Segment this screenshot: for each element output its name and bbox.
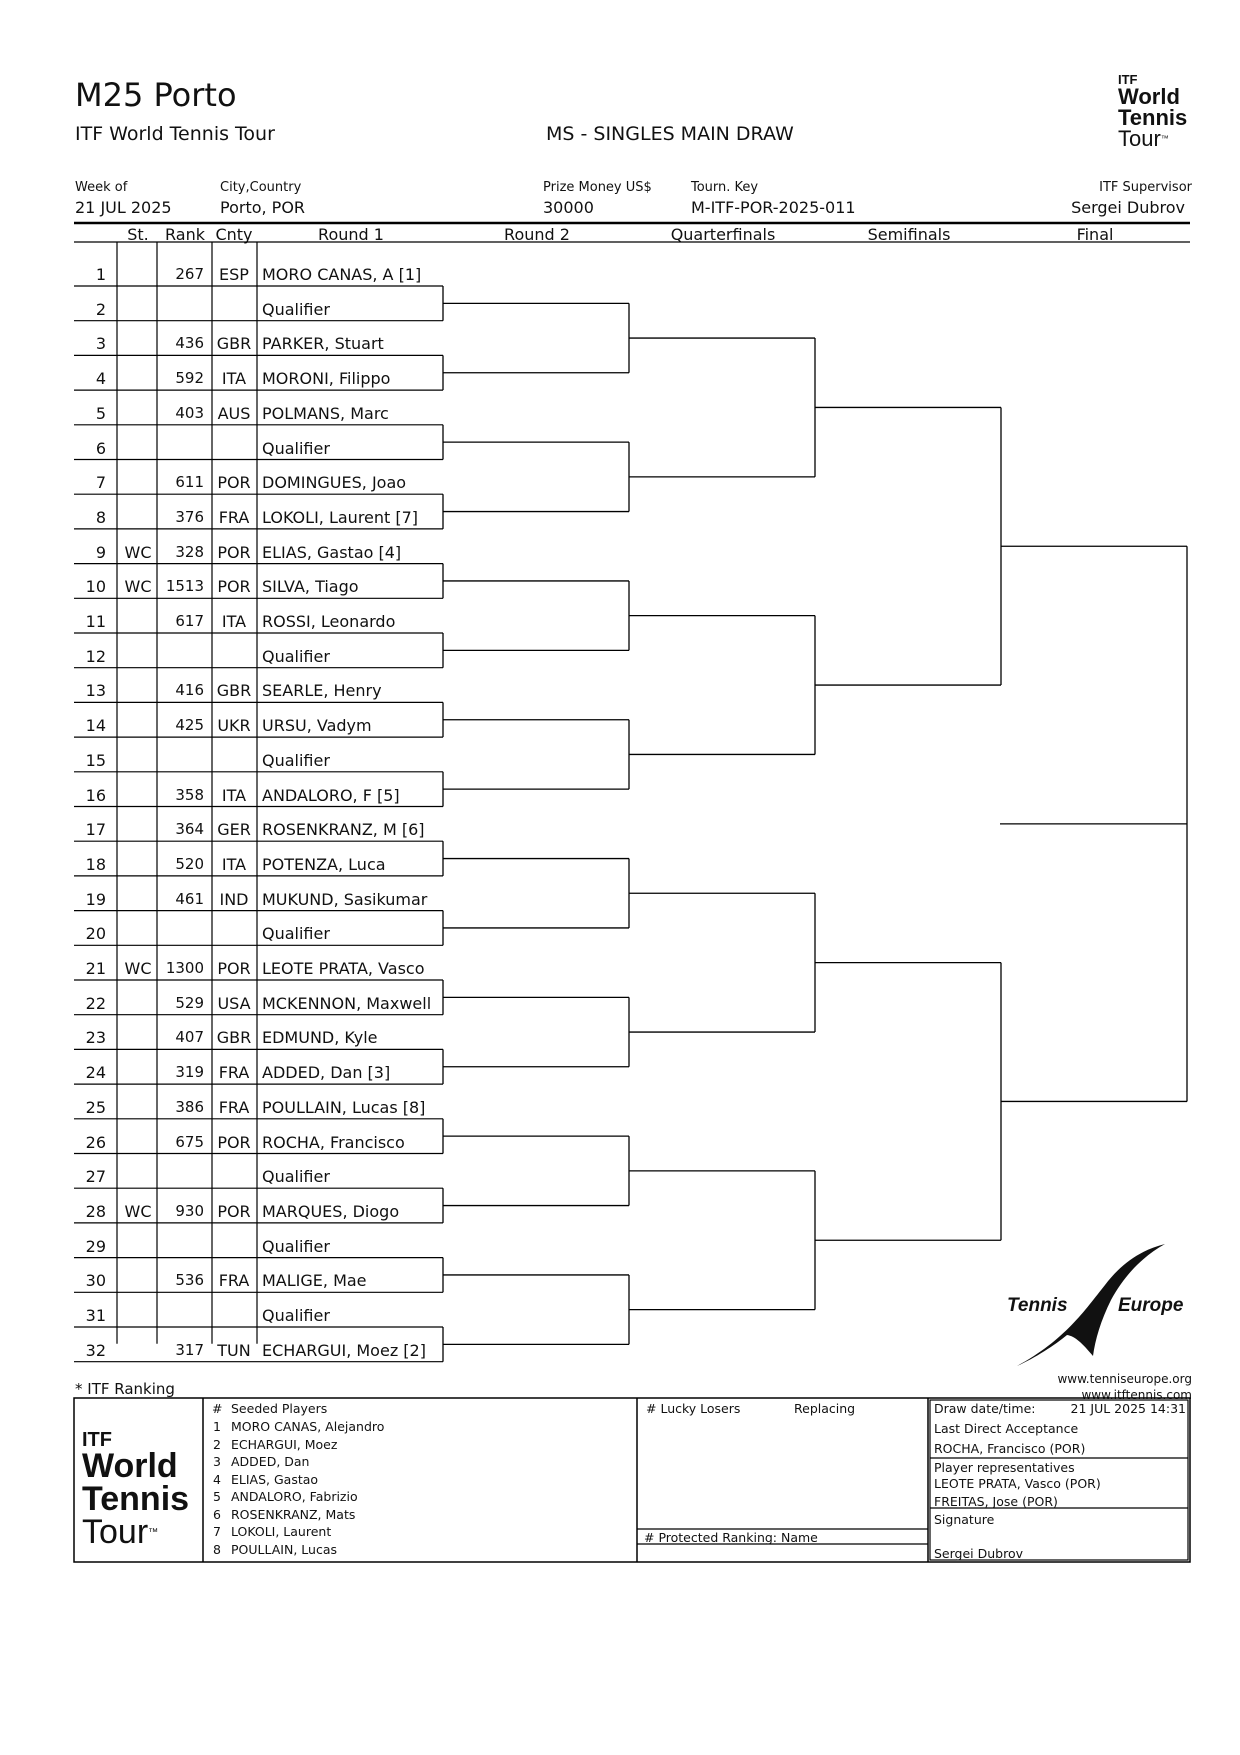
player-rank: 592 xyxy=(175,369,204,388)
week-value: 21 JUL 2025 xyxy=(75,198,172,217)
player-rank: 376 xyxy=(175,507,204,526)
signature-label: Signature xyxy=(934,1512,995,1527)
player-country: GBR xyxy=(216,334,252,354)
col-round1: Round 1 xyxy=(318,225,384,244)
player-rank: 317 xyxy=(175,1340,204,1359)
seed-number: 8 xyxy=(213,1541,221,1557)
player-rank: 416 xyxy=(175,681,204,700)
player-country: FRA xyxy=(218,1097,250,1117)
player-name: Qualifier xyxy=(262,438,330,458)
itf-logo-world: World xyxy=(1118,84,1180,109)
player-country: ESP xyxy=(219,265,249,284)
seed-player-name: ROSENKRANZ, Mats xyxy=(231,1506,356,1522)
draw-date-value: 21 JUL 2025 14:31 xyxy=(1070,1401,1186,1416)
draw-position: 7 xyxy=(95,473,106,493)
player-name: SILVA, Tiago xyxy=(262,577,359,597)
draw-position: 1 xyxy=(95,265,106,284)
itftennis-url[interactable]: www.itftennis.com xyxy=(1081,1388,1192,1402)
draw-date-label: Draw date/time: xyxy=(934,1401,1036,1416)
player-name: ROSSI, Leonardo xyxy=(262,612,396,631)
player-name: POULLAIN, Lucas [8] xyxy=(262,1097,426,1117)
seed-number: 7 xyxy=(213,1524,221,1539)
player-rank: 319 xyxy=(175,1063,204,1082)
player-rank: 520 xyxy=(175,854,204,873)
col-quarterfinals: Quarterfinals xyxy=(670,225,776,244)
draw-position: 30 xyxy=(85,1271,106,1291)
signature-value: Sergei Dubrov xyxy=(934,1546,1024,1561)
draw-position: 28 xyxy=(85,1201,106,1221)
itf-logo-tour: Tour™ xyxy=(1118,126,1169,151)
player-rank: 358 xyxy=(175,785,204,804)
tournament-title: M25 Porto xyxy=(75,76,237,114)
player-rank: 617 xyxy=(175,612,204,630)
lda-value: ROCHA, Francisco (POR) xyxy=(934,1441,1086,1456)
player-country: TUN xyxy=(217,1340,251,1360)
tourn-key-label: Tourn. Key xyxy=(691,180,759,195)
city-label: City,Country xyxy=(220,180,302,195)
player-country: IND xyxy=(219,889,249,909)
player-rank: 267 xyxy=(175,265,204,283)
tennis-europe-right: Europe xyxy=(1118,1295,1184,1316)
player-country: POR xyxy=(217,1201,251,1221)
seed-number: 2 xyxy=(213,1436,221,1452)
draw-position: 3 xyxy=(95,334,106,354)
draw-position: 10 xyxy=(85,577,106,597)
col-semifinals: Semifinals xyxy=(867,225,951,244)
player-name: Qualifier xyxy=(262,646,330,666)
seeds-title: Seeded Players xyxy=(231,1401,328,1416)
player-name: ROSENKRANZ, M [6] xyxy=(262,820,425,840)
player-name: Qualifier xyxy=(262,750,330,770)
player-name: Qualifier xyxy=(262,1167,330,1187)
player-country: GBR xyxy=(216,681,252,701)
lucky-losers-title: # Lucky Losers xyxy=(646,1401,741,1416)
draw-position: 11 xyxy=(85,612,106,631)
player-name: Qualifier xyxy=(262,924,330,944)
player-country: FRA xyxy=(218,1063,250,1083)
itf-logo-brand: ITF xyxy=(1118,72,1138,87)
draw-position: 24 xyxy=(85,1063,106,1083)
player-rank: 1300 xyxy=(165,959,204,977)
player-rank: 529 xyxy=(175,993,204,1012)
col-final: Final xyxy=(1076,225,1114,244)
draw-position: 26 xyxy=(85,1132,106,1152)
draw-position: 16 xyxy=(85,785,106,805)
player-country: POR xyxy=(217,577,251,597)
prize-label: Prize Money US$ xyxy=(543,180,652,195)
seed-number: 6 xyxy=(213,1506,221,1522)
player-name: ELIAS, Gastao [4] xyxy=(262,542,402,562)
tennis-europe-left: Tennis xyxy=(1007,1295,1068,1316)
draw-position: 12 xyxy=(85,646,106,666)
seed-player-name: ANDALORO, Fabrizio xyxy=(231,1489,358,1504)
player-country: FRA xyxy=(218,1271,250,1291)
player-name: URSU, Vadym xyxy=(262,716,372,736)
col-cnty: Cnty xyxy=(215,225,253,244)
draw-position: 13 xyxy=(85,681,106,701)
player-country: ITA xyxy=(221,854,247,874)
player-rank: 675 xyxy=(175,1132,204,1151)
player-name: LOKOLI, Laurent [7] xyxy=(262,507,419,527)
draw-position: 15 xyxy=(85,750,106,770)
lda-label: Last Direct Acceptance xyxy=(934,1421,1079,1436)
seed-number: 1 xyxy=(213,1419,221,1434)
player-name: POLMANS, Marc xyxy=(262,403,389,423)
player-rank: 403 xyxy=(175,403,204,422)
supervisor-label: ITF Supervisor xyxy=(1099,180,1192,195)
player-name: MUKUND, Sasikumar xyxy=(262,889,428,909)
player-name: SEARLE, Henry xyxy=(262,681,382,701)
prize-value: 30000 xyxy=(543,198,594,217)
col-rank: Rank xyxy=(165,225,205,244)
itf-logo-bottom xyxy=(82,1430,189,1549)
draw-position: 32 xyxy=(85,1340,106,1360)
player-country: AUS xyxy=(217,403,251,423)
player-name: MORONI, Filippo xyxy=(262,369,391,389)
seed-number: 3 xyxy=(213,1454,221,1469)
draw-position: 18 xyxy=(85,854,106,874)
player-name: POTENZA, Luca xyxy=(262,854,386,874)
seed-number: 4 xyxy=(213,1471,221,1487)
entry-status: WC xyxy=(124,577,152,597)
col-round2: Round 2 xyxy=(504,225,570,244)
player-country: POR xyxy=(217,1132,251,1152)
draw-position: 5 xyxy=(95,403,106,423)
player-country: UKR xyxy=(217,716,251,736)
player-name: ROCHA, Francisco xyxy=(262,1132,405,1152)
player-rank: 425 xyxy=(175,716,204,735)
player-rank: 1513 xyxy=(165,577,204,596)
seed-player-name: ADDED, Dan xyxy=(231,1454,310,1469)
seed-number: 5 xyxy=(213,1489,221,1504)
draw-position: 19 xyxy=(85,889,106,909)
player-country: USA xyxy=(217,993,251,1013)
player-rank: 536 xyxy=(175,1271,204,1290)
week-label: Week of xyxy=(75,180,128,195)
itf-logo-bottom-brand: ITF xyxy=(82,1429,112,1451)
player-name: EDMUND, Kyle xyxy=(262,1028,378,1048)
draw-position: 31 xyxy=(85,1306,106,1325)
player-reps-label: Player representatives xyxy=(934,1460,1075,1475)
player-rank: 407 xyxy=(175,1028,204,1047)
player-rank: 364 xyxy=(175,820,204,839)
player-country: ITA xyxy=(221,369,247,389)
draw-position: 4 xyxy=(95,369,106,389)
draw-name: MS - SINGLES MAIN DRAW xyxy=(546,123,794,145)
seed-player-name: POULLAIN, Lucas xyxy=(231,1541,337,1557)
player-name: LEOTE PRATA, Vasco xyxy=(262,959,425,978)
player-name: PARKER, Stuart xyxy=(262,334,384,354)
itf-logo-tennis: Tennis xyxy=(1118,105,1188,130)
player-country: POR xyxy=(217,473,251,493)
draw-position: 29 xyxy=(85,1236,106,1256)
player-name: ANDALORO, F [5] xyxy=(262,785,400,805)
player-rank: 386 xyxy=(175,1097,204,1116)
col-st: St. xyxy=(127,225,149,244)
player-rep-2: FREITAS, Jose (POR) xyxy=(934,1494,1058,1509)
replacing-label: Replacing xyxy=(794,1401,856,1416)
player-country: GBR xyxy=(216,1028,252,1048)
draw-position: 27 xyxy=(85,1167,106,1187)
player-name: MALIGE, Mae xyxy=(262,1271,367,1291)
player-country: FRA xyxy=(218,507,250,527)
player-rank: 436 xyxy=(175,334,204,353)
draw-position: 22 xyxy=(85,993,106,1013)
player-rank: 328 xyxy=(175,542,204,561)
draw-position: 14 xyxy=(85,716,106,736)
seed-player-name: ECHARGUI, Moez xyxy=(231,1436,338,1452)
player-name: Qualifier xyxy=(262,1306,330,1325)
player-name: DOMINGUES, Joao xyxy=(262,473,407,493)
player-country: ITA xyxy=(221,785,247,805)
supervisor-value: Sergei Dubrov xyxy=(1071,198,1185,217)
tenniseurope-url[interactable]: www.tenniseurope.org xyxy=(1057,1372,1192,1386)
player-country: POR xyxy=(217,959,251,978)
player-rep-1: LEOTE PRATA, Vasco (POR) xyxy=(934,1476,1101,1491)
city-value: Porto, POR xyxy=(220,198,306,217)
seed-player-name: MORO CANAS, Alejandro xyxy=(231,1419,385,1434)
player-country: GER xyxy=(217,820,251,840)
draw-position: 25 xyxy=(85,1097,106,1117)
protected-ranking-label: # Protected Ranking: Name xyxy=(644,1530,818,1545)
draw-position: 6 xyxy=(95,438,106,458)
player-country: POR xyxy=(217,542,251,562)
player-rank: 930 xyxy=(175,1201,204,1220)
player-rank: 611 xyxy=(175,473,204,492)
draw-position: 21 xyxy=(85,959,106,978)
tourn-key-value: M-ITF-POR-2025-011 xyxy=(691,198,856,217)
itf-logo-bottom-tour: Tour™ xyxy=(82,1513,159,1551)
player-name: Qualifier xyxy=(262,299,330,319)
player-name: Qualifier xyxy=(262,1236,330,1256)
player-name: ADDED, Dan [3] xyxy=(262,1063,391,1083)
draw-position: 20 xyxy=(85,924,106,944)
itf-logo-bottom-world: World xyxy=(82,1447,178,1485)
entry-status: WC xyxy=(124,1201,152,1221)
draw-position: 23 xyxy=(85,1028,106,1048)
entry-status: WC xyxy=(124,542,152,562)
seeds-hash: # xyxy=(212,1401,223,1416)
draw-position: 17 xyxy=(85,820,106,840)
player-name: MCKENNON, Maxwell xyxy=(262,993,432,1013)
player-name: ECHARGUI, Moez [2] xyxy=(262,1340,426,1360)
seed-player-name: ELIAS, Gastao xyxy=(231,1471,319,1487)
player-country: ITA xyxy=(221,612,247,631)
player-name: MORO CANAS, A [1] xyxy=(262,265,422,284)
player-name: MARQUES, Diogo xyxy=(262,1201,400,1221)
player-rank: 461 xyxy=(175,889,204,908)
itf-logo-bottom-tennis: Tennis xyxy=(82,1480,190,1518)
itf-ranking-footnote: * ITF Ranking xyxy=(75,1380,175,1398)
tour-subtitle: ITF World Tennis Tour xyxy=(75,123,275,145)
draw-position: 8 xyxy=(95,507,106,527)
seed-player-name: LOKOLI, Laurent xyxy=(231,1524,332,1539)
entry-status: WC xyxy=(124,959,152,978)
draw-position: 9 xyxy=(95,542,106,562)
draw-position: 2 xyxy=(95,299,106,319)
